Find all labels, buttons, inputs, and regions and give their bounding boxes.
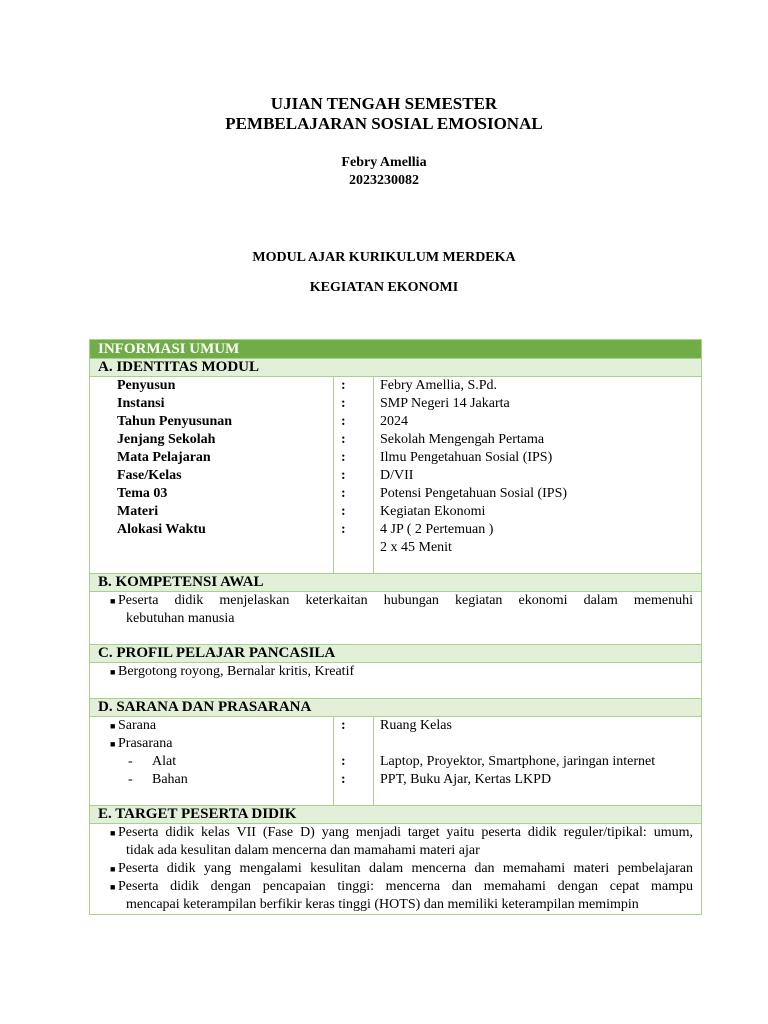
value-alat: Laptop, Proyektor, Smartphone, jaringan internet <box>380 754 656 769</box>
separator: : <box>341 468 346 483</box>
bullet-icon: ■ <box>110 667 116 677</box>
list-item-continued: mencapai keterampilan berfikir keras tinggi (HOTS) dan memiliki keterampilan memimpin <box>126 897 639 912</box>
list-item-continued: kebutuhan manusia <box>126 611 235 626</box>
profil-list <box>90 663 702 699</box>
value-tahun: 2024 <box>380 414 408 429</box>
label-penyusun: Penyusun <box>117 378 176 393</box>
separator: : <box>341 378 346 393</box>
separator: : <box>341 450 346 465</box>
value-sarana: Ruang Kelas <box>380 718 452 733</box>
label-tahun: Tahun Penyusunan <box>117 414 233 429</box>
separator: : <box>341 772 346 787</box>
section-informasi-umum: INFORMASI UMUM <box>90 340 702 359</box>
value-tema: Potensi Pengetahuan Sosial (IPS) <box>380 486 568 501</box>
target-list <box>90 824 702 915</box>
section-sarana-prasarana: D. SARANA DAN PRASARANA <box>90 699 702 717</box>
list-item: ■ Peserta didik menjelaskan keterkaitan hubungan kegiatan ekonomi dalam memenuhi <box>110 593 693 608</box>
identitas-row <box>90 377 702 574</box>
label-jenjang: Jenjang Sekolah <box>117 432 216 447</box>
list-item-prasarana: ■ Prasarana <box>110 736 173 751</box>
list-item: ■ Peserta didik dengan pencapaian tinggi: mencerna dan memahami dengan cepat mampu <box>110 879 693 894</box>
bullet-icon: ■ <box>110 828 116 838</box>
value-fase: D/VII <box>380 468 414 483</box>
separator: : <box>341 486 346 501</box>
value-alokasi-menit: 2 x 45 Menit <box>380 540 452 555</box>
kompetensi-list <box>90 592 702 645</box>
label-materi: Materi <box>117 504 159 519</box>
label-alokasi: Alokasi Waktu <box>117 522 206 537</box>
section-identitas-modul: A. IDENTITAS MODUL <box>90 359 702 377</box>
section-profil-pelajar: C. PROFIL PELAJAR PANCASILA <box>90 645 702 663</box>
value-jenjang: Sekolah Mengengah Pertama <box>380 432 545 447</box>
list-item: ■ Peserta didik kelas VII (Fase D) yang menjadi target yaitu peserta didik reguler/tipikal: umum, <box>110 825 693 840</box>
bullet-icon: ■ <box>110 596 116 606</box>
list-item-sarana: ■ Sarana <box>110 718 157 733</box>
module-info-table <box>89 339 702 915</box>
sarana-row <box>90 717 702 806</box>
value-penyusun: Febry Amellia, S.Pd. <box>380 378 498 393</box>
separator: : <box>341 432 346 447</box>
sub-item-alat: - Alat <box>128 754 177 769</box>
separator: : <box>341 522 346 537</box>
bullet-icon: ■ <box>110 882 116 892</box>
label-fase: Fase/Kelas <box>117 468 182 483</box>
identitas-separators <box>334 377 374 574</box>
separator: : <box>341 414 346 429</box>
exam-subtitle: PEMBELAJARAN SOSIAL EMOSIONAL <box>225 114 543 133</box>
list-item: ■ Bergotong royong, Bernalar kritis, Kreatif <box>110 664 355 679</box>
separator: : <box>341 754 346 769</box>
section-kompetensi-awal: B. KOMPETENSI AWAL <box>90 574 702 592</box>
section-target-peserta: E. TARGET PESERTA DIDIK <box>90 806 702 824</box>
separator: : <box>341 718 346 733</box>
label-tema: Tema 03 <box>117 486 168 501</box>
sarana-values <box>374 717 702 806</box>
value-alokasi-jp: 4 JP ( 2 Pertemuan ) <box>380 522 494 537</box>
label-mapel: Mata Pelajaran <box>117 450 211 465</box>
bullet-icon: ■ <box>110 721 116 731</box>
author-name: Febry Amellia <box>341 155 427 170</box>
module-title: MODUL AJAR KURIKULUM MERDEKA <box>252 250 516 265</box>
module-topic: KEGIATAN EKONOMI <box>309 280 459 295</box>
exam-title: UJIAN TENGAH SEMESTER <box>270 94 498 113</box>
identitas-labels <box>90 377 334 574</box>
list-item-continued: tidak ada kesulitan dalam mencerna dan mamahami materi ajar <box>126 843 480 858</box>
label-instansi: Instansi <box>117 396 165 411</box>
sarana-separators <box>334 717 374 806</box>
bullet-icon: ■ <box>110 739 116 749</box>
bullet-icon: ■ <box>110 864 116 874</box>
list-item: ■ Peserta didik yang mengalami kesulitan dalam mencerna dan memahami materi pembelajaran <box>110 861 693 876</box>
value-bahan: PPT, Buku Ajar, Kertas LKPD <box>380 772 552 787</box>
value-mapel: Ilmu Pengetahuan Sosial (IPS) <box>380 450 553 465</box>
author-id: 2023230082 <box>349 173 419 188</box>
sub-item-bahan: - Bahan <box>128 772 188 787</box>
separator: : <box>341 504 346 519</box>
sarana-labels <box>90 717 334 806</box>
identitas-values <box>374 377 702 574</box>
value-instansi: SMP Negeri 14 Jakarta <box>380 396 510 411</box>
separator: : <box>341 396 346 411</box>
value-materi: Kegiatan Ekonomi <box>380 504 486 519</box>
